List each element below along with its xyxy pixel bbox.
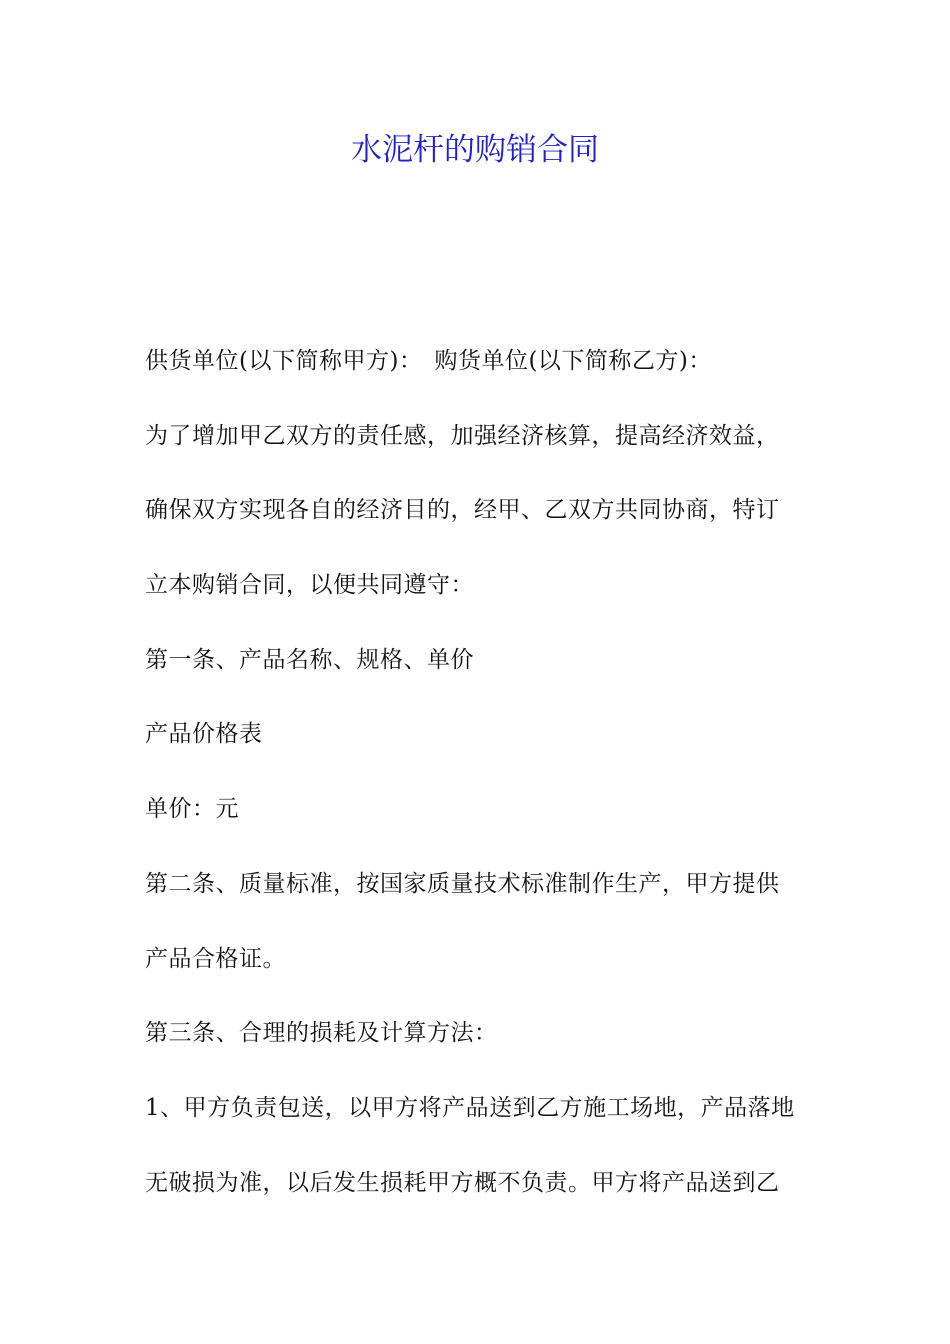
article-heading: 第三条、合理的损耗及计算方法： [145, 1020, 498, 1047]
paragraph-line: 为了增加甲乙双方的责任感，加强经济核算，提高经济效益， [145, 422, 780, 449]
clause-line: 无破损为准，以后发生损耗甲方概不负责。甲方将产品送到乙 [145, 1169, 780, 1196]
article-heading: 第二条、质量标准，按国家质量技术标准制作生产，甲方提供 [145, 870, 780, 897]
article-heading: 第一条、产品名称、规格、单价 [145, 646, 474, 673]
unit-note: 单价：元 [145, 796, 239, 823]
clause-line: 1、甲方负责包送，以甲方将产品送到乙方施工场地，产品落地 [145, 1094, 795, 1121]
document-title: 水泥杆的购销合同 [351, 132, 599, 168]
document-body [145, 339, 810, 1235]
table-caption: 产品价格表 [145, 721, 263, 748]
paragraph-line: 确保双方实现各自的经济目的，经甲、乙双方共同协商，特订 [145, 497, 780, 524]
paragraph-line: 产品合格证。 [145, 945, 286, 972]
paragraph-line: 立本购销合同，以便共同遵守： [145, 572, 474, 599]
paragraph-line: 供货单位(以下简称甲方)： 购货单位(以下简称乙方)： [145, 348, 712, 374]
